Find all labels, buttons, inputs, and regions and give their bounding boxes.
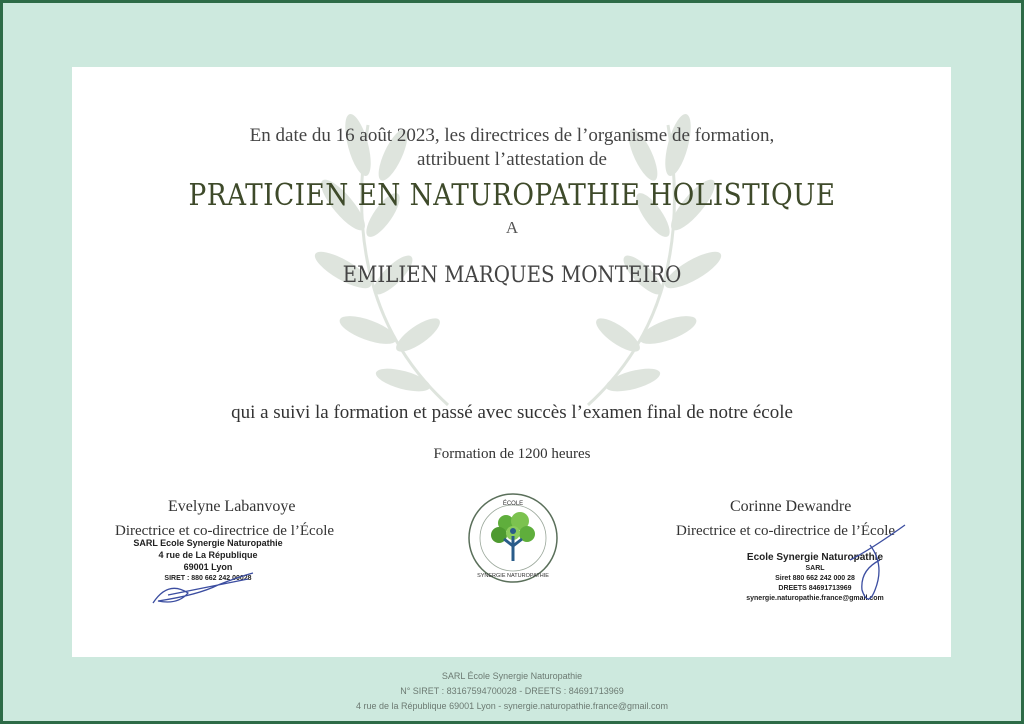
stamp-right-line: DREETS 84691713969 [778,585,852,592]
stamp-left-line: SARL Ecole Synergie Naturopathie [133,538,283,548]
svg-text:ÉCOLE: ÉCOLE [502,501,524,507]
svg-text:SYNERGIE NATUROPATHIE: SYNERGIE NATUROPATHIE [477,573,549,579]
signature-right-icon [830,520,910,610]
certificate-title: PRATICIEN EN NATUROPATHIE HOLISTIQUE [188,178,836,213]
certificate-intro [0,124,1024,172]
signatory-right-role: Directrice et co-directrice de l’École [676,523,896,539]
signatory-left-name: Evelyne Labanvoye [168,498,296,515]
footer-registration: N° SIRET : 83167594700028 - DREETS : 84691713969 [400,686,624,696]
stamp-right-line: SARL [805,565,825,572]
success-statement: qui a suivi la formation et passé avec succès l’examen final de notre école [231,402,793,423]
intro-line-2: attribuent l’attestation de [417,149,607,170]
stamp-left-line: 69001 Lyon [183,562,233,572]
footer-company: SARL École Synergie Naturopathie [441,671,583,681]
recipient-name: EMILIEN MARQUES MONTEIRO [342,263,682,288]
signatory-left-role: Directrice et co-directrice de l’École [115,523,335,539]
stamp-left-line: 4 rue de La République [158,550,258,560]
signatory-right-name: Corinne Dewandre [730,498,852,515]
signature-left-icon [148,565,258,610]
stamp-right-line: synergie.naturopathie.france@gmail.com [746,595,884,602]
school-logo [466,491,560,585]
footer-address: 4 rue de la République 69001 Lyon - synergie.naturopathie.france@gmail.com [356,701,668,711]
training-hours: Formation de 1200 heures [433,446,591,462]
stamp-right-line: Siret 880 662 242 000 28 [775,575,855,582]
stamp-left-line: SIRET : 880 662 242 00028 [164,575,252,582]
certificate-to: A [505,218,519,237]
intro-line-1: En date du 16 août 2023, les directrices de l’organisme de formation, [249,125,775,146]
stamp-right-line: Ecole Synergie Naturopathie [746,552,884,563]
